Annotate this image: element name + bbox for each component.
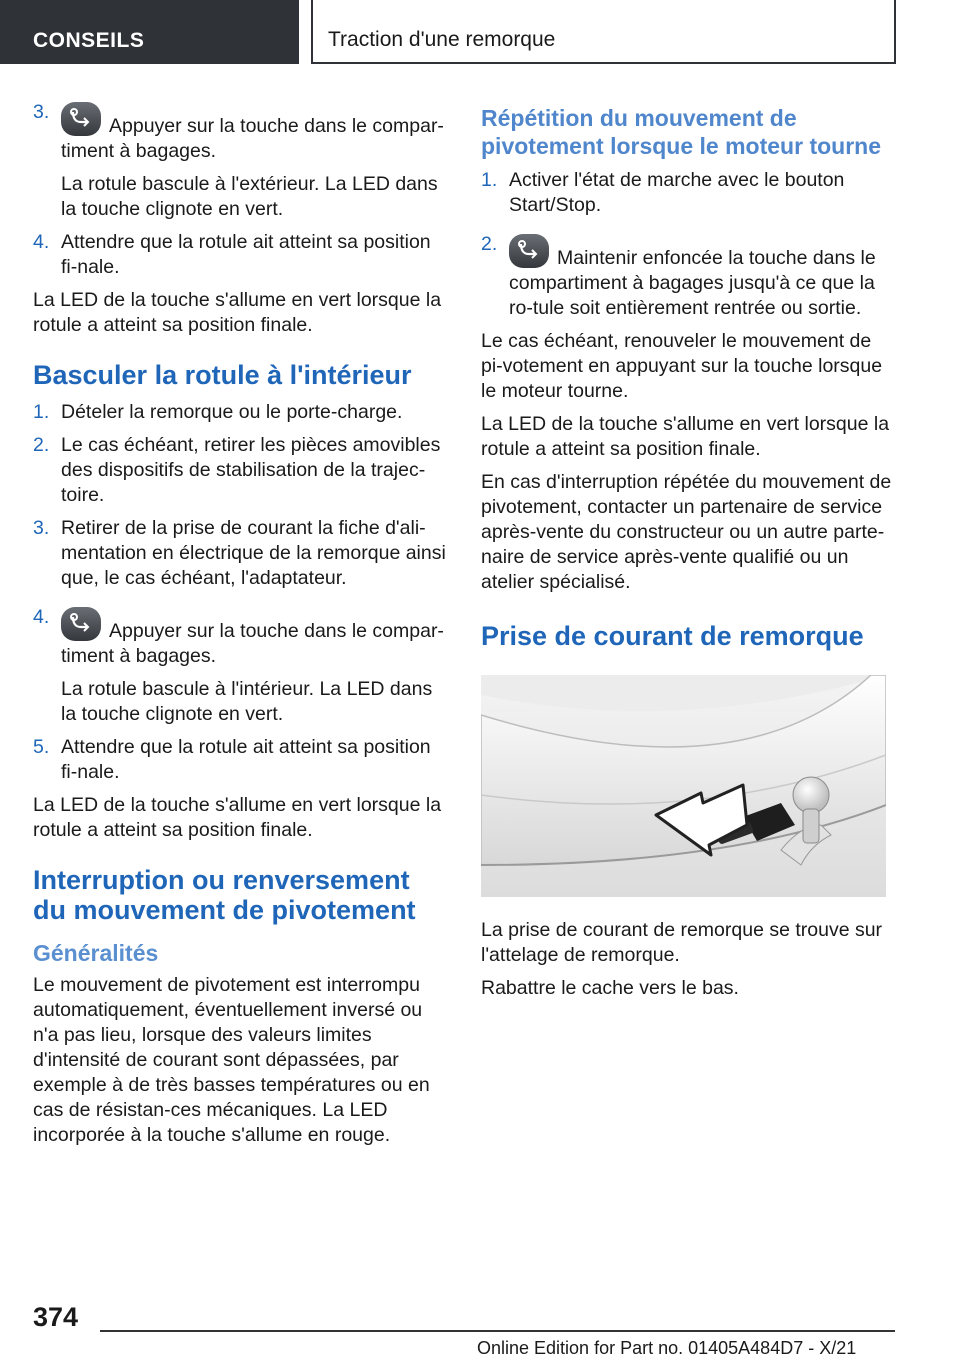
list-number: 5.: [33, 736, 50, 758]
list-text: Appuyer sur la touche dans le compar-timent à bagages.: [61, 115, 444, 162]
page-title: Traction d'une remorque: [328, 28, 556, 51]
list-item: [33, 230, 447, 280]
list-item: [33, 433, 447, 508]
list-text: Dételer la remorque ou le porte-charge.: [61, 401, 403, 423]
paragraph: La LED de la touche s'allume en vert lorsque la rotule a atteint sa position finale.: [481, 413, 890, 460]
paragraph: La LED de la touche s'allume en vert lorsque la rotule a atteint sa position finale.: [33, 289, 442, 336]
list-item: [33, 100, 447, 164]
subsection-heading: Répétition du mouvement de pivotement lorsque le moteur tourne: [481, 105, 881, 159]
paragraph: La LED de la touche s'allume en vert lorsque la rotule a atteint sa position finale.: [33, 794, 442, 841]
list-item: [33, 516, 447, 591]
list-number: 2.: [481, 233, 498, 255]
list-number: 1.: [481, 169, 498, 191]
list-item: [33, 400, 447, 425]
list-number: 2.: [33, 434, 50, 456]
list-item: [481, 232, 895, 321]
section-heading: Interruption ou renversement du mouvement de pivotement: [33, 865, 416, 925]
list-number: 1.: [33, 401, 50, 423]
section-tab: [0, 0, 299, 64]
list-text: Retirer de la prise de courant la fiche d'ali-mentation en électrique de la remorque ainsi que, le cas échéant, l'adaptateur.: [61, 517, 446, 589]
paragraph: Rabattre le cache vers le bas.: [481, 977, 739, 999]
list-item: [33, 735, 447, 785]
list-text: Appuyer sur la touche dans le compar-timent à bagages.: [61, 620, 444, 667]
list-number: 4.: [33, 606, 50, 628]
tow-hitch-button-icon: [509, 234, 549, 268]
section-heading: Basculer la rotule à l'intérieur: [33, 360, 412, 390]
list-text: Maintenir enfoncée la touche dans le compartiment à bagages jusqu'à ce que la ro-tule soit entièrement rentrée ou sortie.: [509, 247, 876, 319]
section-label: CONSEILS: [33, 29, 145, 52]
right-column: [481, 100, 895, 1009]
tow-hitch-button-icon: [61, 607, 101, 641]
list-number: 4.: [33, 231, 50, 253]
section-heading: Prise de courant de remorque: [481, 621, 864, 651]
trailer-socket-illustration: [481, 675, 886, 897]
footer-divider: [100, 1330, 895, 1332]
paragraph: Le mouvement de pivotement est interrompu automatiquement, éventuellement inversé ou n'a pas lieu, lorsque des valeurs limites d'intensité de courant sont dépassées, par exemple à de très basses températures ou en cas de résistan-ces mécaniques. La LED incorporée à la touche s'allume en rouge.: [33, 974, 430, 1146]
footer-edition-text: Online Edition for Part no. 01405A484D7 - X/21: [477, 1338, 857, 1358]
list-text: Activer l'état de marche avec le bouton Start/Stop.: [509, 169, 845, 216]
list-subtext: La rotule bascule à l'intérieur. La LED dans la touche clignote en vert.: [61, 678, 433, 725]
list-item: [33, 605, 447, 669]
list-text: Attendre que la rotule ait atteint sa position fi-nale.: [61, 231, 431, 278]
list-subtext: La rotule bascule à l'extérieur. La LED dans la touche clignote en vert.: [61, 173, 438, 220]
paragraph: Le cas échéant, renouveler le mouvement de pi-votement en appuyant sur la touche lorsque le moteur tourne.: [481, 330, 883, 402]
list-number: 3.: [33, 517, 50, 539]
paragraph: En cas d'interruption répétée du mouvement de pivotement, contacter un partenaire de service après-vente du constructeur ou un autre parte-naire de service après-vente qualifié ou un atelier spécialisé.: [481, 471, 892, 593]
subsection-heading: Généralités: [33, 940, 159, 966]
page-header: [311, 0, 896, 64]
page-number: 374: [33, 1302, 79, 1332]
tow-hitch-button-icon: [61, 102, 101, 136]
list-item: [481, 168, 895, 218]
list-text: Attendre que la rotule ait atteint sa position fi-nale.: [61, 736, 431, 783]
paragraph: La prise de courant de remorque se trouve sur l'attelage de remorque.: [481, 919, 883, 966]
left-column: [33, 100, 447, 1156]
list-number: 3.: [33, 101, 50, 123]
list-text: Le cas échéant, retirer les pièces amovibles des dispositifs de stabilisation de la trajec-toire.: [61, 434, 441, 506]
